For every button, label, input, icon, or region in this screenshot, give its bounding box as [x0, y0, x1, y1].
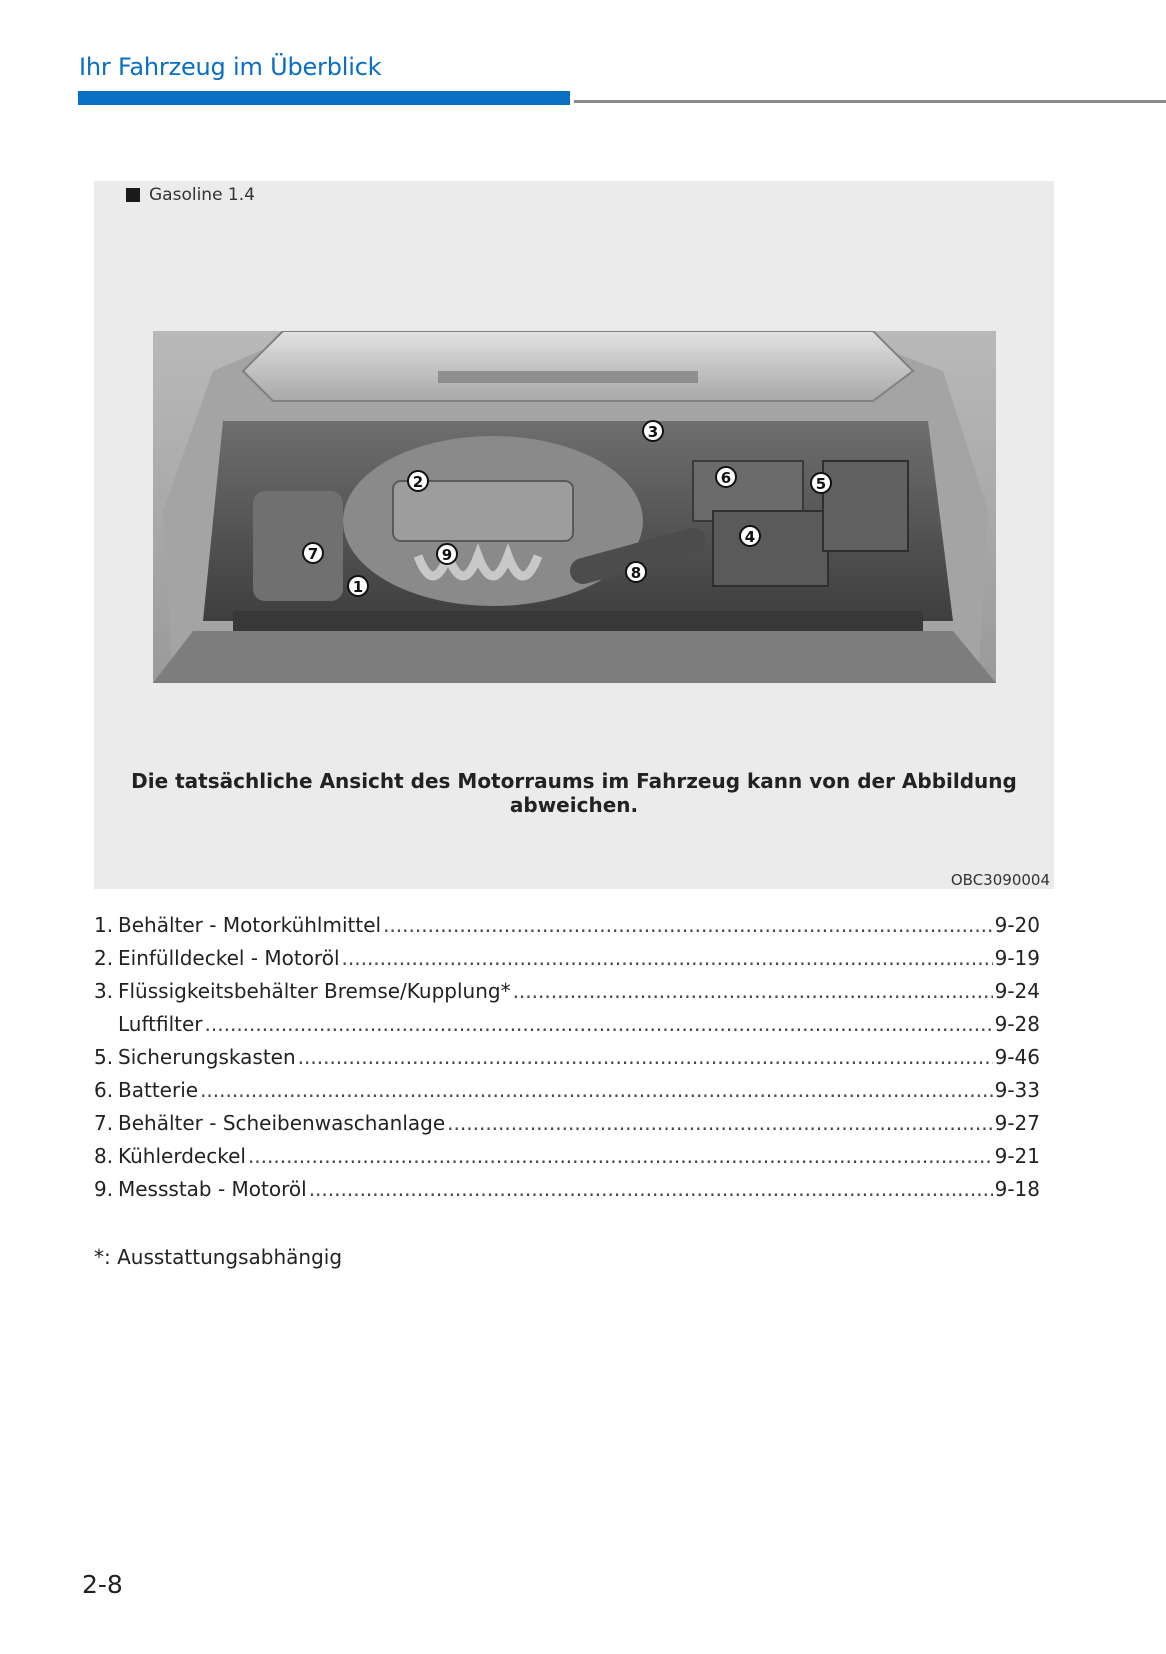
dot-leader	[298, 1045, 993, 1069]
callout-5	[811, 473, 831, 493]
figure-caption: Die tatsächliche Ansicht des Motorraums im Fahrzeug kann von der Abbildung abweichen.	[131, 769, 1017, 817]
item-label: Flüssigkeitsbehälter Bremse/Kupplung*	[118, 979, 511, 1003]
callout-1	[348, 576, 368, 596]
dot-leader	[342, 946, 993, 970]
item-number: 7.	[94, 1111, 114, 1135]
item-label: Einfülldeckel - Motoröl	[118, 946, 340, 970]
svg-text:6: 6	[720, 469, 732, 487]
dot-leader	[383, 913, 993, 937]
list-item	[94, 1111, 1040, 1144]
svg-text:2: 2	[412, 473, 424, 491]
svg-text:4: 4	[744, 528, 756, 546]
engine-figure-panel	[94, 181, 1054, 889]
callout-4	[740, 526, 760, 546]
item-label: Behälter - Motorkühlmittel	[118, 913, 382, 937]
item-number: 9.	[94, 1177, 114, 1201]
dot-leader	[309, 1177, 993, 1201]
variant-label	[126, 185, 255, 205]
svg-text:1: 1	[352, 578, 364, 596]
callout-6	[716, 467, 736, 487]
svg-text:3: 3	[647, 423, 659, 441]
list-item	[94, 1078, 1040, 1111]
image-reference-code: OBC3090004	[950, 871, 1050, 889]
callout-7	[303, 543, 323, 563]
svg-text:8: 8	[630, 564, 642, 582]
square-bullet-icon	[126, 188, 140, 202]
footnote: *: Ausstattungsabhängig	[94, 1245, 343, 1269]
engine-bay-illustration	[153, 331, 996, 683]
component-index-list	[94, 913, 1040, 1210]
item-label: Sicherungskasten	[118, 1045, 296, 1069]
list-item	[94, 979, 1040, 1012]
callout-3	[643, 421, 663, 441]
item-page-ref: 9-27	[994, 1111, 1040, 1135]
svg-text:7: 7	[307, 545, 319, 563]
list-item	[94, 1177, 1040, 1210]
variant-text: Gasoline 1.4	[149, 185, 255, 205]
list-item	[94, 1144, 1040, 1177]
item-page-ref: 9-46	[994, 1045, 1040, 1069]
item-number: 8.	[94, 1144, 114, 1168]
list-item	[94, 946, 1040, 979]
item-number: 1.	[94, 913, 114, 937]
page-section-title: Ihr Fahrzeug im Überblick	[79, 53, 382, 81]
item-label: Messstab - Motoröl	[118, 1177, 307, 1201]
svg-text:9: 9	[441, 546, 453, 564]
callout-8	[626, 562, 646, 582]
dot-leader	[513, 979, 993, 1003]
dot-leader	[248, 1144, 993, 1168]
callout-2	[408, 471, 428, 491]
page-number: 2-8	[82, 1570, 123, 1599]
callout-9	[437, 544, 457, 564]
item-label: Behälter - Scheibenwaschanlage	[118, 1111, 446, 1135]
dot-leader	[200, 1078, 993, 1102]
item-label: Batterie	[118, 1078, 199, 1102]
item-number: 5.	[94, 1045, 114, 1069]
item-page-ref: 9-18	[994, 1177, 1040, 1201]
item-number: 6.	[94, 1078, 114, 1102]
dot-leader	[447, 1111, 992, 1135]
item-number: 2.	[94, 946, 114, 970]
svg-text:5: 5	[815, 475, 827, 493]
header-rule	[574, 100, 1166, 103]
item-page-ref: 9-24	[994, 979, 1040, 1003]
list-item	[94, 1045, 1040, 1078]
item-number: 3.	[94, 979, 114, 1003]
item-page-ref: 9-21	[994, 1144, 1040, 1168]
item-page-ref: 9-19	[994, 946, 1040, 970]
header-accent-bar	[78, 91, 570, 105]
item-page-ref: 9-20	[994, 913, 1040, 937]
item-label: Kühlerdeckel	[118, 1144, 246, 1168]
list-item	[94, 913, 1040, 946]
item-page-ref: 9-33	[994, 1078, 1040, 1102]
item-label: Luftfilter	[118, 1012, 203, 1036]
list-item	[94, 1012, 1040, 1045]
dot-leader	[205, 1012, 993, 1036]
item-page-ref: 9-28	[994, 1012, 1040, 1036]
